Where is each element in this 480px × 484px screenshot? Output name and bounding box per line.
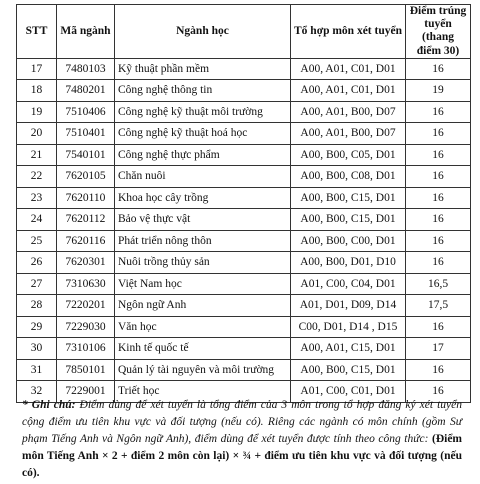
cell-subject-combination: A00, B00, C05, D01 — [291, 144, 406, 166]
cell-admission-score: 17,5 — [406, 295, 471, 317]
cell-major-name: Chăn nuôi — [115, 166, 291, 188]
cell-stt: 21 — [17, 144, 57, 166]
cell-stt: 20 — [17, 123, 57, 145]
cell-major-code: 7510401 — [57, 123, 115, 145]
table-row — [17, 166, 471, 188]
cell-major-name: Khoa học cây trồng — [115, 187, 291, 209]
table-row — [17, 80, 471, 102]
cell-stt: 17 — [17, 58, 57, 80]
cell-stt: 19 — [17, 101, 57, 123]
cell-admission-score: 16 — [406, 316, 471, 338]
cell-major-code: 7540101 — [57, 144, 115, 166]
cell-admission-score: 16 — [406, 209, 471, 231]
cell-major-code: 7510406 — [57, 101, 115, 123]
table-row — [17, 144, 471, 166]
table-row — [17, 209, 471, 231]
cell-major-code: 7310630 — [57, 273, 115, 295]
cell-major-name: Văn học — [115, 316, 291, 338]
cell-major-name: Quản lý tài nguyên và môi trường — [115, 359, 291, 381]
cell-admission-score: 16 — [406, 101, 471, 123]
cell-subject-combination: A00, A01, C15, D01 — [291, 338, 406, 360]
footnote — [22, 397, 462, 482]
cell-major-code: 7229030 — [57, 316, 115, 338]
cell-major-code: 7220201 — [57, 295, 115, 317]
cell-major-code: 7229001 — [57, 381, 115, 403]
header-subject-combination: Tổ hợp môn xét tuyển — [291, 5, 406, 59]
cell-stt: 22 — [17, 166, 57, 188]
cell-major-code: 7310106 — [57, 338, 115, 360]
cell-admission-score: 19 — [406, 80, 471, 102]
cell-subject-combination: C00, D01, D14 , D15 — [291, 316, 406, 338]
admission-score-table — [16, 4, 471, 403]
table-row — [17, 187, 471, 209]
cell-major-name: Ngôn ngữ Anh — [115, 295, 291, 317]
cell-major-name: Phát triển nông thôn — [115, 230, 291, 252]
cell-stt: 24 — [17, 209, 57, 231]
cell-subject-combination: A00, B00, C00, D01 — [291, 230, 406, 252]
cell-admission-score: 16 — [406, 230, 471, 252]
cell-major-name: Bảo vệ thực vật — [115, 209, 291, 231]
cell-admission-score: 16 — [406, 252, 471, 274]
cell-subject-combination: A00, B00, C15, D01 — [291, 187, 406, 209]
cell-subject-combination: A01, D01, D09, D14 — [291, 295, 406, 317]
cell-admission-score: 16,5 — [406, 273, 471, 295]
header-stt: STT — [17, 5, 57, 59]
table-header-row — [17, 5, 471, 59]
cell-stt: 29 — [17, 316, 57, 338]
cell-admission-score: 16 — [406, 166, 471, 188]
cell-subject-combination: A01, C00, C01, D01 — [291, 381, 406, 403]
cell-admission-score: 16 — [406, 144, 471, 166]
cell-major-code: 7850101 — [57, 359, 115, 381]
cell-stt: 26 — [17, 252, 57, 274]
table-body — [17, 58, 471, 402]
cell-admission-score: 17 — [406, 338, 471, 360]
header-major-name: Ngành học — [115, 5, 291, 59]
cell-major-name: Kinh tế quốc tế — [115, 338, 291, 360]
cell-major-code: 7620301 — [57, 252, 115, 274]
cell-major-name: Nuôi trồng thủy sản — [115, 252, 291, 274]
cell-major-code: 7620112 — [57, 209, 115, 231]
cell-subject-combination: A00, A01, B00, D07 — [291, 101, 406, 123]
cell-major-code: 7480103 — [57, 58, 115, 80]
cell-stt: 31 — [17, 359, 57, 381]
cell-major-code: 7620116 — [57, 230, 115, 252]
cell-major-name: Công nghệ thông tin — [115, 80, 291, 102]
footnote-label: * Ghi chú: — [22, 399, 76, 411]
footnote-formula: (Điểm môn Tiếng Anh × 2 + điểm 2 môn còn lại) × ¾ + điểm ưu tiên khu vực và đối tượng (nếu có). — [22, 433, 462, 479]
cell-major-code: 7620110 — [57, 187, 115, 209]
table-row — [17, 58, 471, 80]
header-admission-score: Điểm trúng tuyển (thang điểm 30) — [406, 5, 471, 59]
cell-subject-combination: A00, B00, D01, D10 — [291, 252, 406, 274]
cell-stt: 32 — [17, 381, 57, 403]
cell-admission-score: 16 — [406, 58, 471, 80]
cell-major-name: Triết học — [115, 381, 291, 403]
cell-admission-score: 16 — [406, 187, 471, 209]
cell-major-name: Công nghệ kỹ thuật hoá học — [115, 123, 291, 145]
cell-subject-combination: A00, A01, B00, D07 — [291, 123, 406, 145]
cell-subject-combination: A00, B00, C15, D01 — [291, 209, 406, 231]
cell-stt: 30 — [17, 338, 57, 360]
cell-stt: 23 — [17, 187, 57, 209]
table-row — [17, 252, 471, 274]
cell-subject-combination: A00, A01, C01, D01 — [291, 80, 406, 102]
cell-subject-combination: A00, B00, C15, D01 — [291, 359, 406, 381]
footnote-text: Điểm dùng để xét tuyển là tổng điểm của 3 môn trong tổ hợp đăng ký xét tuyển cộng điểm ưu tiên khu vực và đối tượng (nếu có). Riêng các ngành có môn chính (gồm Sư phạm Tiếng Anh và Ngôn ngữ Anh), điểm dùng để xét tuyển được tính theo công thức: — [22, 399, 462, 445]
cell-subject-combination: A01, C00, C04, D01 — [291, 273, 406, 295]
cell-stt: 28 — [17, 295, 57, 317]
table-row — [17, 230, 471, 252]
cell-subject-combination: A00, B00, C08, D01 — [291, 166, 406, 188]
cell-major-name: Việt Nam học — [115, 273, 291, 295]
cell-major-code: 7480201 — [57, 80, 115, 102]
table-row — [17, 101, 471, 123]
table-row — [17, 295, 471, 317]
table-row — [17, 316, 471, 338]
header-major-code: Mã ngành — [57, 5, 115, 59]
cell-major-name: Công nghệ kỹ thuật môi trường — [115, 101, 291, 123]
cell-admission-score: 16 — [406, 381, 471, 403]
cell-subject-combination: A00, A01, C01, D01 — [291, 58, 406, 80]
cell-major-name: Công nghệ thực phẩm — [115, 144, 291, 166]
table-row — [17, 338, 471, 360]
cell-stt: 18 — [17, 80, 57, 102]
table-row — [17, 123, 471, 145]
table-row — [17, 359, 471, 381]
cell-stt: 25 — [17, 230, 57, 252]
cell-stt: 27 — [17, 273, 57, 295]
cell-major-code: 7620105 — [57, 166, 115, 188]
cell-admission-score: 16 — [406, 123, 471, 145]
cell-major-name: Kỹ thuật phần mềm — [115, 58, 291, 80]
cell-admission-score: 16 — [406, 359, 471, 381]
table-row — [17, 273, 471, 295]
